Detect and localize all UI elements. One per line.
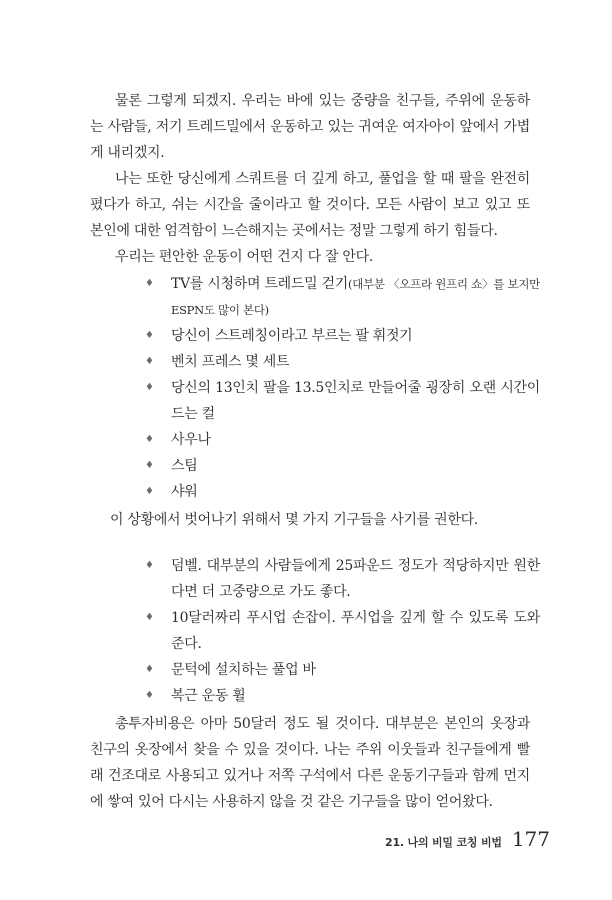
list-item: ♦ 복근 운동 휠 [145,683,540,709]
easy-workout-list [145,271,540,505]
list-item: ♦ TV를 시청하며 트레드밀 걷기(대부분 〈오프라 윈프리 쇼〉를 보지만 ESPN도 많이 본다) [145,271,540,323]
list-item: ♦ 벤치 프레스 몇 세트 [145,349,540,375]
closing-paragraph: 총투자비용은 아마 50달러 정도 될 것이다. 대부분은 본인의 옷장과 친구의 옷장에서 찾을 수 있을 것이다. 나는 주위 이웃들과 친구들에게 빨래 건조대로 사용되고 있거나 저쪽 구석에서 다른 운동기구들과 함께 먼지에 쌓여 있어 다시는 사용하지 않을 것 같은 기구들을 많이 얻어왔다. [90,716,530,810]
diamond-bullet-icon: ♦ [145,434,154,445]
diamond-bullet-icon: ♦ [145,356,154,367]
diamond-bullet-icon: ♦ [145,664,154,675]
diamond-bullet-icon: ♦ [145,382,154,393]
running-title: 21. 나의 비밀 코칭 비법 [385,836,502,849]
diamond-bullet-icon: ♦ [145,460,154,471]
list-item: ♦ 덤벨. 대부분의 사람들에게 25파운드 정도가 적당하지만 원한다면 더 고중량으로 가도 좋다. [145,553,540,605]
list-item: ♦ 샤워 [145,479,540,505]
list-item: ♦ 사우나 [145,427,540,453]
list-item: ♦ 스팀 [145,453,540,479]
page-footer [385,827,550,851]
escape-sentence: 이 상황에서 벗어나기 위해서 몇 가지 기구들을 사기를 권한다. [110,512,478,528]
diamond-bullet-icon: ♦ [145,486,154,497]
equipment-list [145,553,540,709]
diamond-bullet-icon: ♦ [145,612,154,623]
diamond-bullet-icon: ♦ [145,690,154,701]
diamond-bullet-icon: ♦ [145,330,154,341]
paragraph-1: 물론 그렇게 되겠지. 우리는 바에 있는 중량을 친구들, 주위에 운동하는 사람들, 저기 트레드밀에서 운동하고 있는 귀여운 여자아이 앞에서 가볍게 내리겠지. [90,93,530,161]
list-item: ♦ 당신이 스트레칭이라고 부르는 팔 휘젓기 [145,323,540,349]
intro-paragraphs [90,88,530,270]
paragraph-3: 우리는 편안한 운동이 어떤 건지 다 잘 안다. [115,249,374,265]
paragraph-2: 나는 또한 당신에게 스쿼트를 더 깊게 하고, 풀업을 할 때 팔을 완전히 폈다가 하고, 쉬는 시간을 줄이라고 할 것이다. 모든 사람이 보고 있고 또 본인에 대한 엄격함이 느슨해지는 곳에서는 정말 그렇게 하기 힘들다. [90,171,530,239]
list-item: ♦ 10달러짜리 푸시업 손잡이. 푸시업을 깊게 할 수 있도록 도와준다. [145,605,540,657]
diamond-bullet-icon: ♦ [145,278,154,289]
page-number: 177 [511,827,550,851]
list-item: ♦ 문턱에 설치하는 풀업 바 [145,657,540,683]
list-item: ♦ 당신의 13인치 팔을 13.5인치로 만들어줄 굉장히 오랜 시간이 드는 컬 [145,375,540,427]
diamond-bullet-icon: ♦ [145,560,154,571]
